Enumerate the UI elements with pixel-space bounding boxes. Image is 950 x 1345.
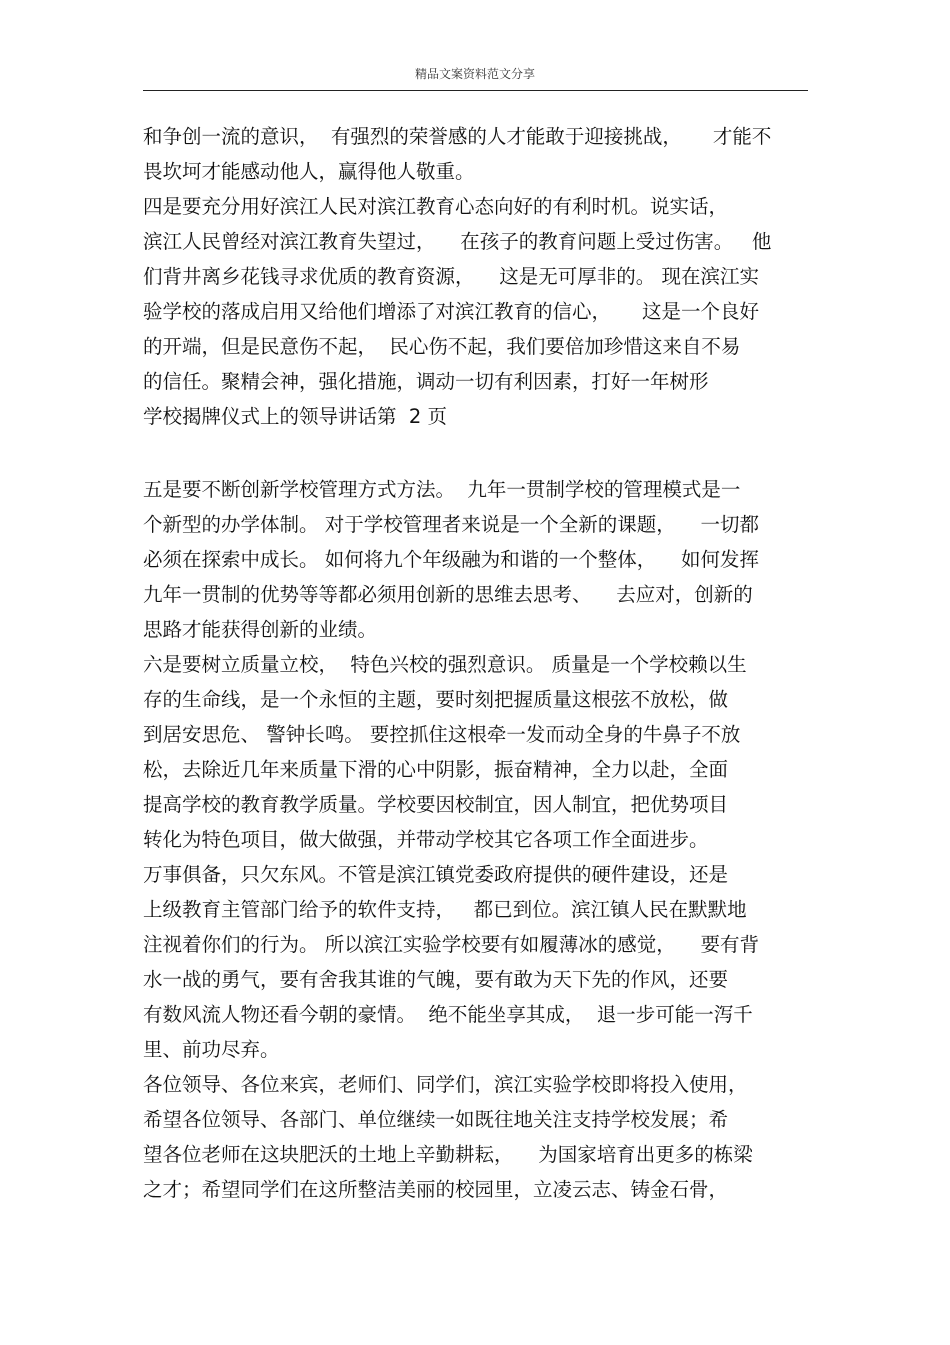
text-line: 万事俱备，只欠东风。不管是滨江镇党委政府提供的硬件建设，还是 [143,863,729,886]
text-line: 望各位老师在这块肥沃的土地上辛勤耕耘， 为国家培育出更多的栋梁 [143,1143,753,1166]
text-line: 之才；希望同学们在这所整洁美丽的校园里，立凌云志、铸金石骨， [143,1178,729,1201]
text-line: 存的生命线，是一个永恒的主题，要时刻把握质量这根弦不放松，做 [143,688,729,711]
text-line: 提高学校的教育教学质量。学校要因校制宜，因人制宜，把优势项目 [143,793,729,816]
text-line: 验学校的落成启用又给他们增添了对滨江教育的信心， 这是一个良好 [143,300,759,323]
text-line: 各位领导、各位来宾，老师们、同学们，滨江实验学校即将投入使用， [143,1073,748,1096]
text-line: 六是要树立质量立校， 特色兴校的强烈意识。 质量是一个学校赖以生 [143,653,747,676]
text-line: 到居安思危、 警钟长鸣。 要控抓住这根牵一发而动全身的牛鼻子不放 [143,723,741,746]
text-line: 五是要不断创新学校管理方式方法。 九年一贯制学校的管理模式是一 [143,478,741,501]
text-line: 九年一贯制的优势等等都必须用创新的思维去思考、 去应对，创新的 [143,583,753,606]
text-line: 注视着你们的行为。 所以滨江实验学校要有如履薄冰的感觉， 要有背 [143,933,759,956]
header-rule [143,90,808,91]
text-line: 四是要充分用好滨江人民对滨江教育心态向好的有利时机。说实话， [143,195,729,218]
text-line: 必须在探索中成长。 如何将九个年级融为和谐的一个整体， 如何发挥 [143,548,759,571]
text-line: 上级教育主管部门给予的软件支持， 都已到位。滨江镇人民在默默地 [143,898,747,921]
text-line: 希望各位领导、各部门、单位继续一如既往地关注支持学校发展；希 [143,1108,729,1131]
text-line: 里、前功尽弃。 [143,1038,280,1061]
text-line: 思路才能获得创新的业绩。 [143,618,378,641]
page-header: 精品文案资料范文分享 [414,67,535,81]
text-line: 的信任。聚精会神，强化措施，调动一切有利因素，打好一年树形 [143,370,709,393]
text-line: 滨江人民曾经对滨江教育失望过， 在孩子的教育问题上受过伤害。 他 [143,230,772,253]
text-line: 松，去除近几年来质量下滑的心中阴影，振奋精神，全力以赴，全面 [143,758,729,781]
text-line: 和争创一流的意识， 有强烈的荣誉感的人才能敢于迎接挑战， 才能不 [143,125,772,148]
text-line: 们背井离乡花钱寻求优质的教育资源， 这是无可厚非的。 现在滨江实 [143,265,759,288]
text-line: 水一战的勇气，要有舍我其谁的气魄，要有敢为天下先的作风，还要 [143,968,729,991]
text-line: 个新型的办学体制。 对于学校管理者来说是一个全新的课题， 一切都 [143,513,759,536]
text-line: 转化为特色项目，做大做强，并带动学校其它各项工作全面进步。 [143,828,709,851]
text-line: 畏坎坷才能感动他人，赢得他人敬重。 [143,160,475,183]
page-footer-label: 学校揭牌仪式上的领导讲话第 2 页 [143,405,448,428]
text-line: 的开端，但是民意伤不起， 民心伤不起，我们要倍加珍惜这来自不易 [143,335,741,358]
text-line: 有数风流人物还看今朝的豪情。 绝不能坐享其成， 退一步可能一泻千 [143,1003,753,1026]
